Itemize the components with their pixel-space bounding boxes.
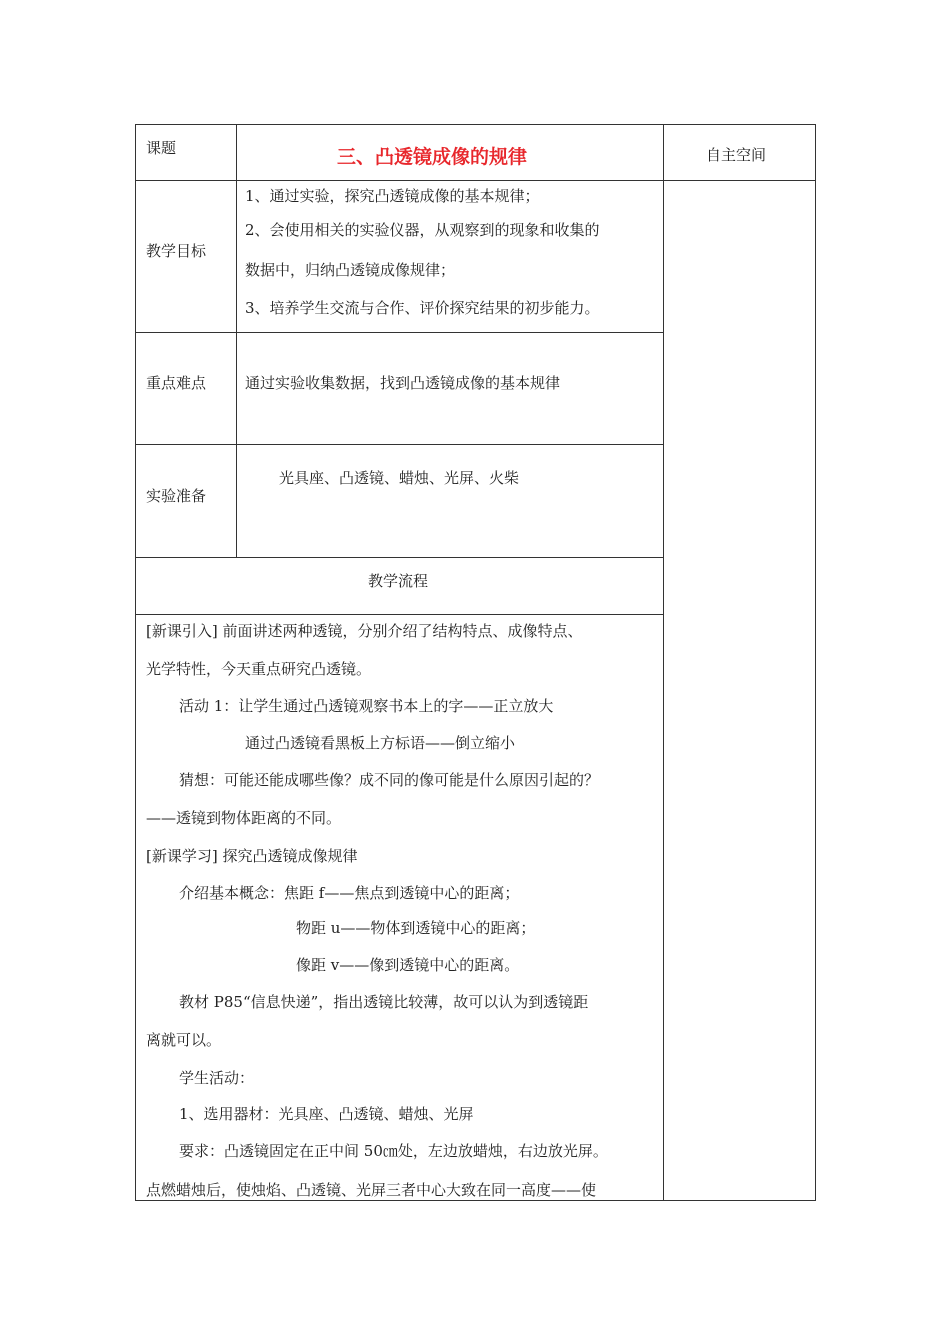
goal-item: 数据中，归纳凸透镜成像规律； <box>245 261 456 279</box>
row-divider-prep <box>135 557 664 558</box>
flow-line: 通过凸透镜看黑板上方标语——倒立缩小 <box>245 734 516 752</box>
side-column-divider <box>663 124 664 1201</box>
flow-line: 1、选用器材：光具座、凸透镜、蜡烛、光屏 <box>179 1105 474 1123</box>
table-right-border <box>815 124 816 1201</box>
flow-line: 教材 P85“信息快递”，指出透镜比较薄，故可以认为到透镜距 <box>179 993 589 1011</box>
flow-line: [新课引入] 前面讲述两种透镜，分别介绍了结构特点、成像特点、 <box>146 622 583 640</box>
lesson-title: 三、凸透镜成像的规律 <box>337 146 528 168</box>
table-bottom-border <box>135 1200 816 1201</box>
flow-line: 介绍基本概念：焦距 f——焦点到透镜中心的距离； <box>179 884 520 902</box>
keypoints-label: 重点难点 <box>146 374 207 392</box>
flow-line: 要求：凸透镜固定在正中间 50㎝处，左边放蜡烛，右边放光屏。 <box>179 1142 608 1160</box>
label-column-divider <box>236 124 237 558</box>
flow-line: 物距 u——物体到透镜中心的距离； <box>296 919 536 937</box>
flow-line: 学生活动： <box>179 1069 255 1087</box>
table-top-border <box>135 124 816 125</box>
goal-item: 3、培养学生交流与合作、评价探究结果的初步能力。 <box>245 299 600 317</box>
row-divider-flow-heading <box>135 614 664 615</box>
flow-line: 活动 1：让学生通过凸透镜观察书本上的字——正立放大 <box>179 697 554 715</box>
row-divider-keypoints <box>135 444 664 445</box>
keypoints-text: 通过实验收集数据，找到凸透镜成像的基本规律 <box>245 374 561 392</box>
row-divider-goals <box>135 332 664 333</box>
side-space-label: 自主空间 <box>706 146 767 164</box>
prep-label: 实验准备 <box>146 487 207 505</box>
goals-label: 教学目标 <box>146 242 207 260</box>
flow-line: ——透镜到物体距离的不同。 <box>146 809 342 827</box>
flow-line: 光学特性，今天重点研究凸透镜。 <box>146 660 372 678</box>
lesson-label: 课题 <box>146 139 177 157</box>
flow-line: 离就可以。 <box>146 1031 222 1049</box>
flow-line: 点燃蜡烛后，使烛焰、凸透镜、光屏三者中心大致在同一高度——使 <box>146 1181 597 1199</box>
goal-item: 2、会使用相关的实验仪器，从观察到的现象和收集的 <box>245 221 600 239</box>
table-left-border <box>135 124 136 1201</box>
flow-line: 猜想：可能还能成哪些像？成不同的像可能是什么原因引起的？ <box>179 771 600 789</box>
row-divider-header <box>135 180 816 181</box>
goal-item: 1、通过实验，探究凸透镜成像的基本规律； <box>245 187 540 205</box>
flow-line: 像距 v——像到透镜中心的距离。 <box>296 956 520 974</box>
prep-text: 光具座、凸透镜、蜡烛、光屏、火柴 <box>279 469 520 487</box>
flow-line: [新课学习] 探究凸透镜成像规律 <box>146 847 358 865</box>
flow-heading: 教学流程 <box>368 572 429 590</box>
